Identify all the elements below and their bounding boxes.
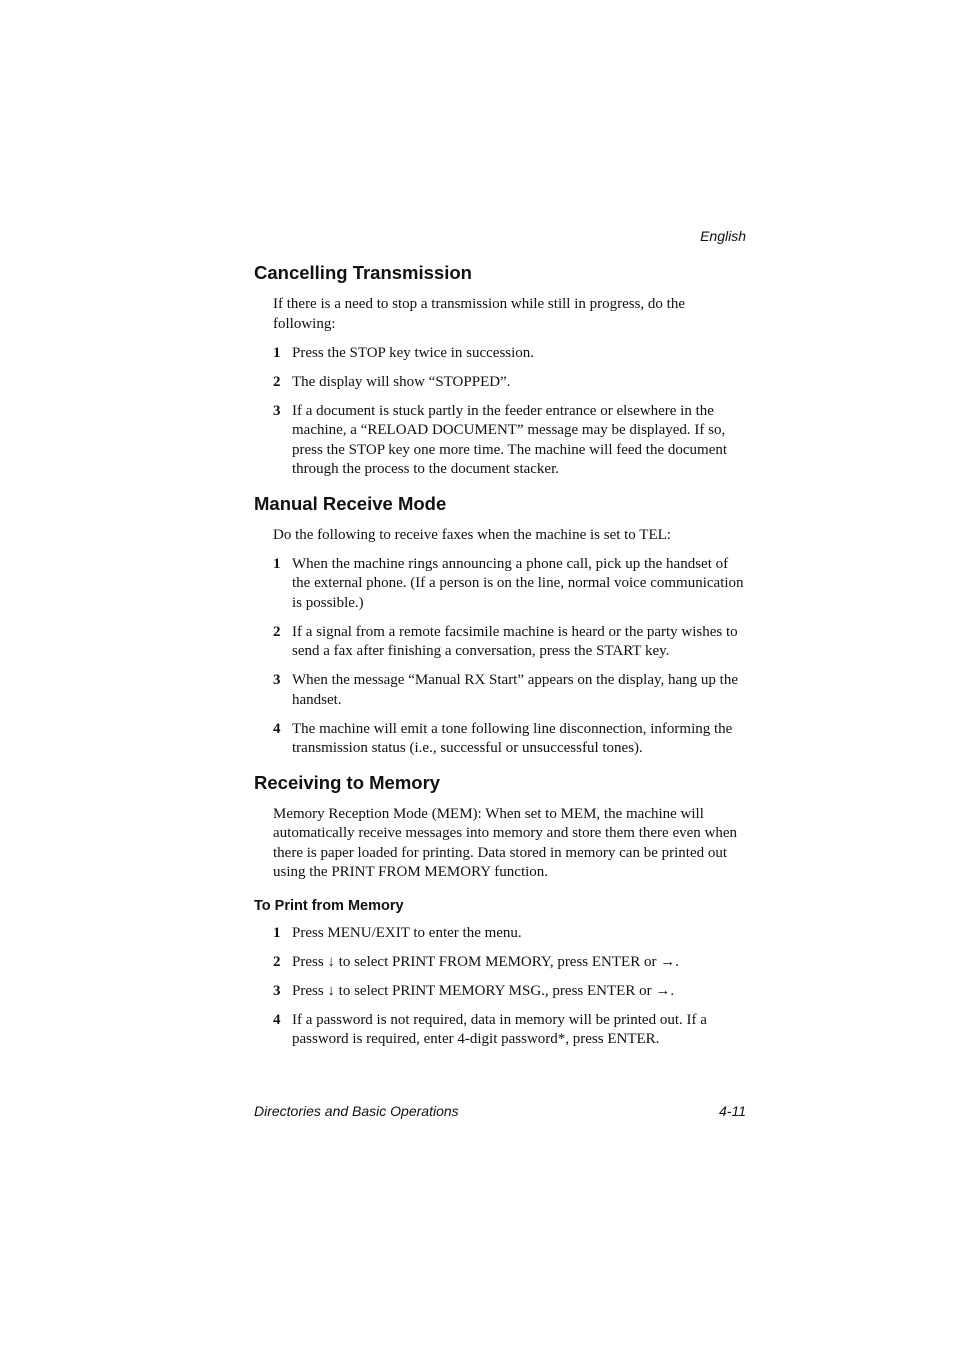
footer-page-number: 4-11 — [719, 1103, 746, 1119]
manual-intro: Do the following to receive faxes when the machine is set to TEL: — [273, 526, 671, 543]
section-title-receiving-memory: Receiving to Memory — [254, 771, 441, 793]
cancelling-steps — [254, 344, 746, 480]
step-number: 3 — [273, 982, 281, 999]
header-language: English — [700, 228, 746, 244]
page-footer — [254, 1101, 746, 1121]
section-title-manual-receive: Manual Receive Mode — [254, 492, 447, 514]
step-text: Press ↓ to select PRINT FROM MEMORY, press ENTER or →. — [292, 953, 679, 970]
step-number: 3 — [273, 672, 281, 688]
step-number: 1 — [273, 344, 281, 361]
list-item — [254, 402, 746, 480]
step-text: The machine will emit a tone following line disconnection, informing the transmission status (i.e., successful or unsuccessful tones). — [292, 720, 733, 756]
step-text: If a document is stuck partly in the feeder entrance or elsewhere in the machine, a “RELOAD DOCUMENT” message may be displayed. If so, press the STOP key one more time. The machine will feed the document through the process to the document stacker. — [292, 402, 728, 477]
step-text: When the message “Manual RX Start” appears on the display, hang up the handset. — [292, 672, 738, 708]
step-text: Press the STOP key twice in succession. — [292, 344, 535, 361]
step-text: The display will show “STOPPED”. — [292, 373, 511, 390]
step-text: Press ↓ to select PRINT MEMORY MSG., press ENTER or →. — [292, 982, 675, 999]
list-item — [254, 671, 746, 710]
cancelling-intro: If there is a need to stop a transmission while still in progress, do the following: — [273, 296, 686, 332]
list-item — [254, 623, 746, 662]
step-number: 3 — [273, 402, 281, 419]
subsection-title-print-memory: To Print from Memory — [254, 897, 404, 914]
list-item — [254, 982, 746, 1002]
step-number: 2 — [273, 373, 281, 390]
step-text: Press MENU/EXIT to enter the menu. — [292, 924, 522, 941]
footer-chapter-title: Directories and Basic Operations — [254, 1103, 459, 1119]
list-item — [254, 555, 746, 614]
memory-steps — [254, 924, 746, 1050]
list-item — [254, 720, 746, 759]
list-item — [254, 1011, 746, 1050]
step-text: When the machine rings announcing a phone call, pick up the handset of the external phone. (If a person is on the line, normal voice communication is possible.) — [292, 555, 744, 611]
step-text: If a signal from a remote facsimile machine is heard or the party wishes to send a fax after finishing a conversation, press the START key. — [292, 623, 738, 659]
list-item — [254, 924, 746, 944]
step-text: If a password is not required, data in memory will be printed out. If a password is required, enter 4-digit password*, press ENTER. — [292, 1011, 707, 1047]
step-number: 1 — [273, 555, 281, 572]
step-number: 2 — [273, 623, 281, 640]
step-number: 4 — [273, 1011, 281, 1028]
memory-intro: Memory Reception Mode (MEM): When set to MEM, the machine will automatically receive messages into memory and store them there even when there is paper loaded for printing. Data stored in memory can be printed out using the PRINT FROM MEMORY function. — [273, 805, 737, 880]
step-number: 2 — [273, 953, 281, 970]
list-item — [254, 953, 746, 973]
manual-steps — [254, 555, 746, 759]
section-title-cancelling: Cancelling Transmission — [254, 262, 472, 283]
list-item — [254, 373, 746, 393]
list-item — [254, 344, 746, 364]
step-number: 1 — [273, 924, 281, 941]
step-number: 4 — [273, 720, 281, 737]
manual-page — [254, 226, 746, 1062]
